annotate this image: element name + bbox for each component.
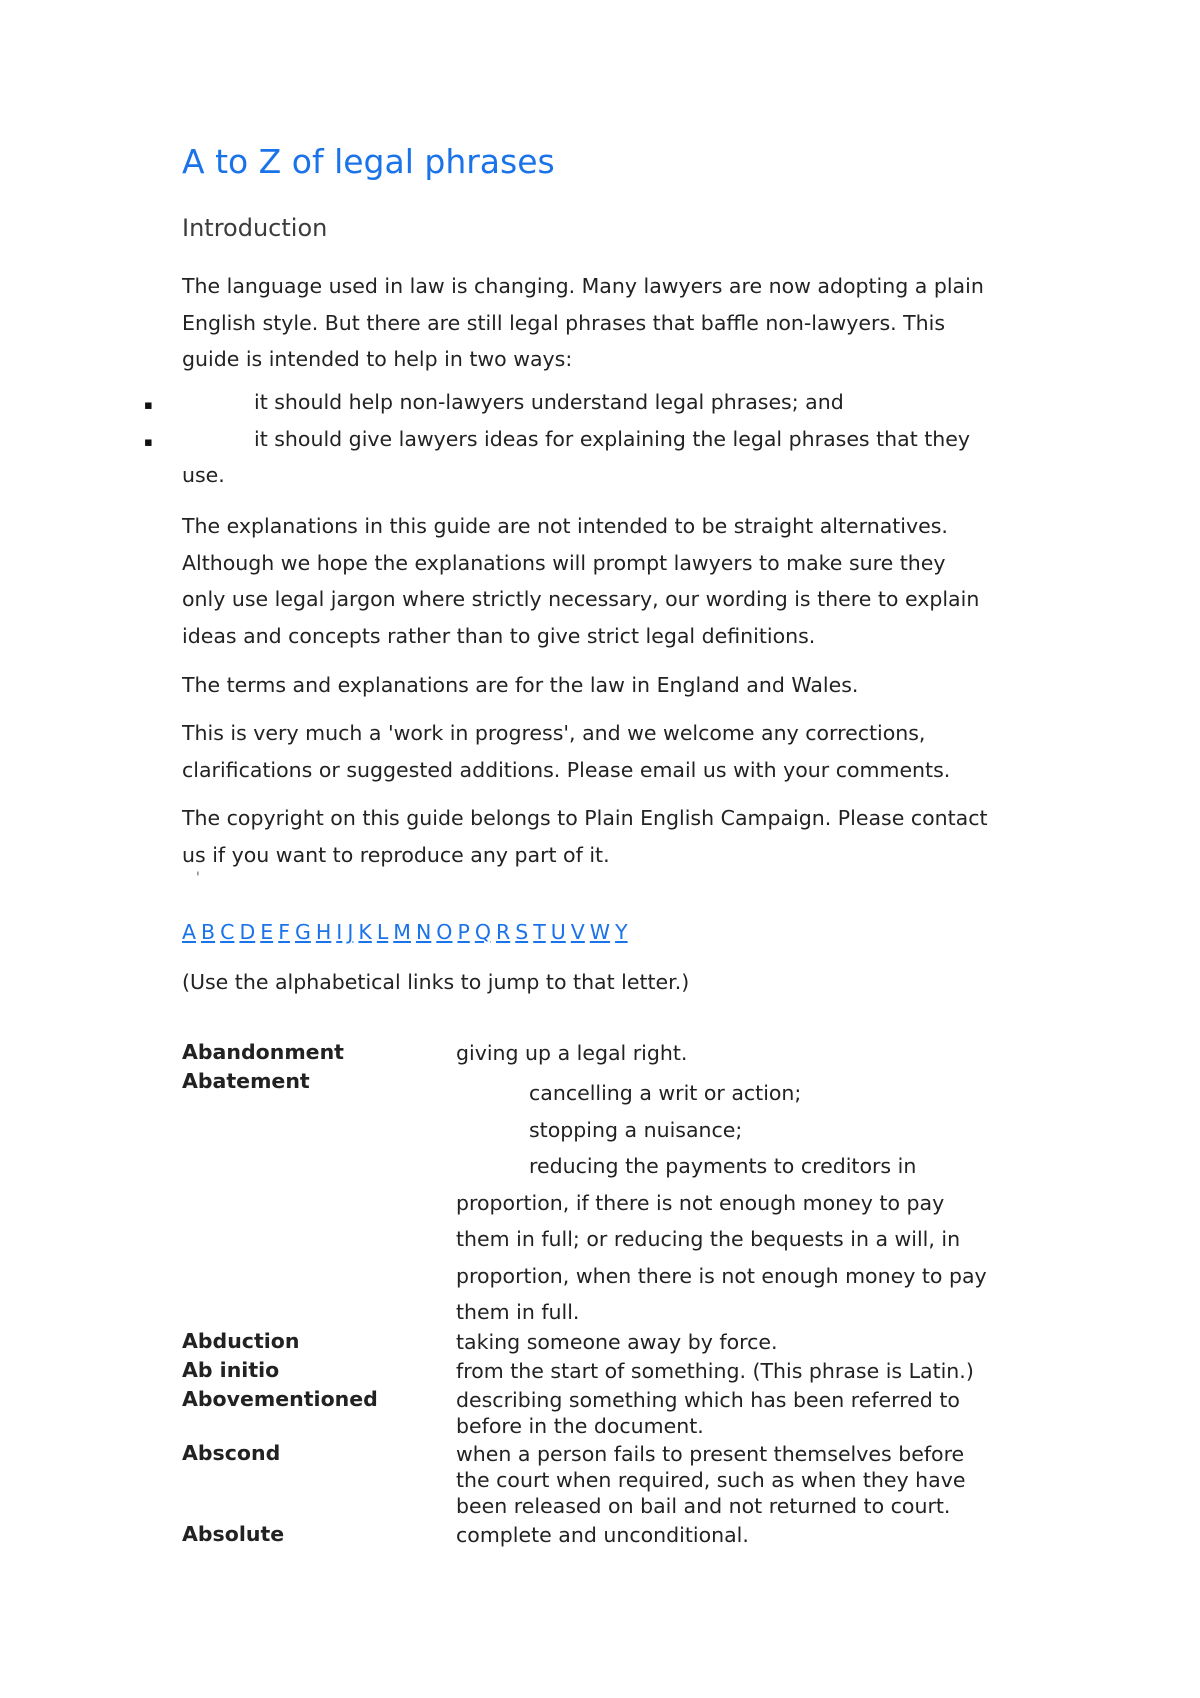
letter-link-s[interactable]: S bbox=[515, 920, 529, 944]
explanation-paragraph bbox=[182, 508, 1042, 654]
text-line: The explanations in this guide are not intended to be straight alternatives. bbox=[182, 514, 948, 538]
letter-link-w[interactable]: W bbox=[589, 920, 611, 944]
bullet-continuation: use. bbox=[182, 463, 225, 487]
letter-link-v[interactable]: V bbox=[570, 920, 585, 944]
letter-link-u[interactable]: U bbox=[550, 920, 566, 944]
glossary-term: Abovementioned bbox=[182, 1387, 378, 1411]
glossary-term: Abscond bbox=[182, 1441, 281, 1465]
letter-link-q[interactable]: Q bbox=[474, 920, 491, 944]
glossary-term: Abandonment bbox=[182, 1040, 344, 1064]
definition-line: proportion, if there is not enough money to pay bbox=[456, 1190, 945, 1215]
text-line: ideas and concepts rather than to give strict legal definitions. bbox=[182, 623, 816, 648]
definition-line: stopping a nuisance; bbox=[529, 1117, 743, 1142]
letter-link-g[interactable]: G bbox=[294, 920, 311, 944]
glossary-term: Abatement bbox=[182, 1069, 310, 1093]
text-line: English style. But there are still legal phrases that baffle non-lawyers. This bbox=[182, 310, 946, 335]
definition-line: when a person fails to present themselves before bbox=[456, 1442, 965, 1466]
copyright-paragraph bbox=[182, 800, 1042, 873]
definition-line: the court when required, such as when they have bbox=[456, 1468, 966, 1492]
glossary-definition bbox=[456, 1329, 778, 1355]
jurisdiction-paragraph bbox=[182, 667, 1042, 704]
intro-paragraph bbox=[182, 268, 1042, 378]
text-line: The terms and explanations are for the law in England and Wales. bbox=[182, 673, 859, 697]
bullet-item: it should help non-lawyers understand legal phrases; and bbox=[254, 390, 844, 414]
stray-mark: ' bbox=[196, 870, 200, 886]
definition-line: giving up a legal right. bbox=[456, 1041, 688, 1065]
letter-link-b[interactable]: B bbox=[201, 920, 216, 944]
glossary-definition bbox=[456, 1387, 960, 1439]
text-line: The language used in law is changing. Many lawyers are now adopting a plain bbox=[182, 274, 984, 298]
letter-link-k[interactable]: K bbox=[358, 920, 372, 944]
text-line: Although we hope the explanations will prompt lawyers to make sure they bbox=[182, 550, 946, 575]
letter-link-m[interactable]: M bbox=[393, 920, 411, 944]
text-line: only use legal jargon where strictly necessary, our wording is there to explain bbox=[182, 587, 980, 611]
bullet-icon: ▪ bbox=[144, 435, 153, 450]
definition-line: them in full; or reducing the bequests in a will, in bbox=[456, 1227, 961, 1251]
glossary-term: Abduction bbox=[182, 1329, 300, 1353]
letter-link-p[interactable]: P bbox=[457, 920, 470, 944]
glossary-term: Absolute bbox=[182, 1522, 285, 1546]
definition-line: them in full. bbox=[456, 1300, 580, 1324]
glossary-definition bbox=[456, 1075, 987, 1331]
letter-link-f[interactable]: F bbox=[278, 920, 290, 944]
bullet-icon: ▪ bbox=[144, 398, 153, 413]
definition-line: complete and unconditional. bbox=[456, 1523, 749, 1547]
text-line: This is very much a 'work in progress', and we welcome any corrections, bbox=[182, 721, 926, 745]
definition-line: before in the document. bbox=[456, 1414, 704, 1438]
bullet-item: it should give lawyers ideas for explaining the legal phrases that they bbox=[254, 427, 971, 451]
letter-link-i[interactable]: I bbox=[336, 920, 343, 944]
letter-link-n[interactable]: N bbox=[415, 920, 432, 944]
definition-line: been released on bail and not returned to court. bbox=[456, 1494, 951, 1518]
text-line: us if you want to reproduce any part of it. bbox=[182, 842, 610, 867]
letter-link-y[interactable]: Y bbox=[615, 920, 628, 944]
glossary-definition bbox=[456, 1040, 687, 1066]
intro-heading: Introduction bbox=[182, 214, 328, 242]
letter-link-d[interactable]: D bbox=[239, 920, 256, 944]
text-line: The copyright on this guide belongs to Plain English Campaign. Please contact bbox=[182, 806, 988, 830]
letter-link-h[interactable]: H bbox=[315, 920, 332, 944]
definition-line: reducing the payments to creditors in bbox=[529, 1154, 917, 1178]
letter-link-l[interactable]: L bbox=[376, 920, 389, 944]
letter-link-e[interactable]: E bbox=[260, 920, 274, 944]
letter-link-o[interactable]: O bbox=[436, 920, 453, 944]
letter-link-a[interactable]: A bbox=[182, 920, 197, 944]
definition-line: describing something which has been referred to bbox=[456, 1388, 960, 1412]
alphabet-note: (Use the alphabetical links to jump to that letter.) bbox=[182, 970, 690, 994]
alphabet-nav bbox=[182, 920, 633, 944]
letter-link-c[interactable]: C bbox=[220, 920, 235, 944]
definition-line: proportion, when there is not enough money to pay bbox=[456, 1263, 987, 1288]
text-line: clarifications or suggested additions. Please email us with your comments. bbox=[182, 757, 951, 782]
letter-link-r[interactable]: R bbox=[495, 920, 511, 944]
glossary-definition bbox=[456, 1522, 749, 1548]
text-line: guide is intended to help in two ways: bbox=[182, 347, 573, 371]
glossary-term: Ab initio bbox=[182, 1358, 280, 1382]
feedback-paragraph bbox=[182, 715, 1042, 788]
page-title: A to Z of legal phrases bbox=[182, 142, 555, 181]
definition-line: taking someone away by force. bbox=[456, 1330, 778, 1354]
letter-link-t[interactable]: T bbox=[533, 920, 546, 944]
definition-line: from the start of something. (This phrase is Latin.) bbox=[456, 1359, 974, 1383]
glossary-definition bbox=[456, 1441, 965, 1519]
definition-line: cancelling a writ or action; bbox=[529, 1081, 802, 1105]
letter-link-j[interactable]: J bbox=[347, 920, 354, 944]
glossary-definition bbox=[456, 1358, 974, 1384]
